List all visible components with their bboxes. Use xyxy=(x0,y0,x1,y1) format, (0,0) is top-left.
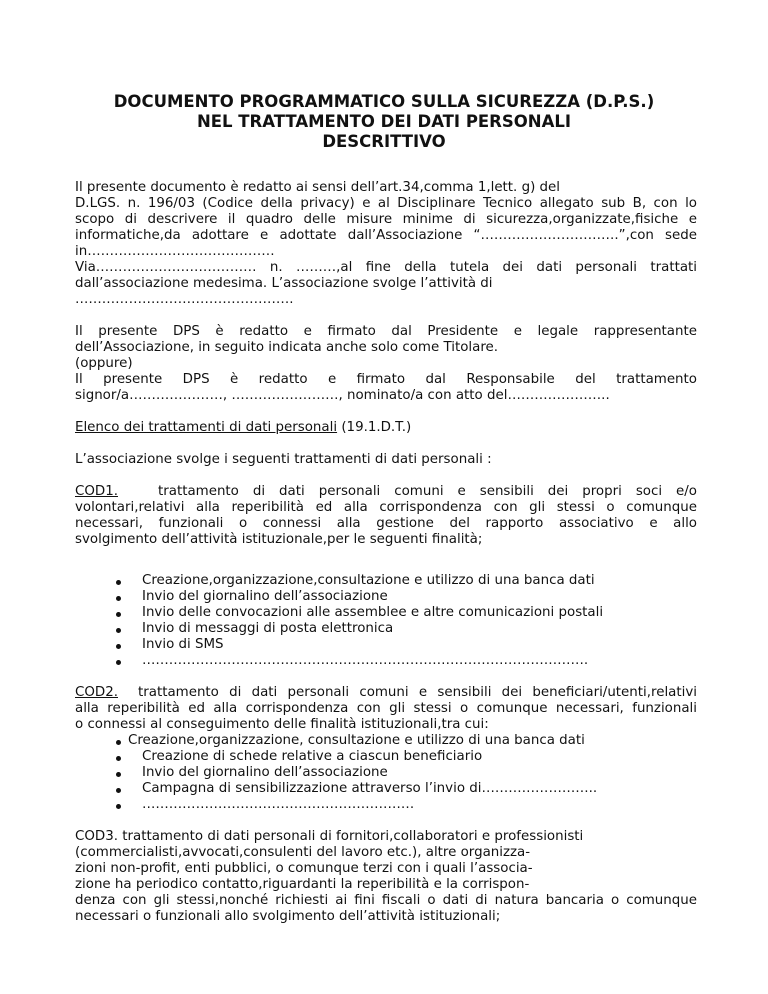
cod3-line: necessari o funzionali allo svolgimento dell’attività istituzionali; xyxy=(75,909,501,924)
bullet-dot xyxy=(116,660,121,665)
section-heading xyxy=(75,420,697,436)
cod2-bullet: Campagna di sensibilizzazione attraverso l’invio di…………………….. xyxy=(142,781,598,796)
cod1-line: volontari,relativi alla reperibilità ed alla corrispondenza con gli stessi o comunque xyxy=(75,500,697,515)
cod1-line: trattamento di dati personali comuni e sensibili dei propri soci e/o xyxy=(158,484,697,499)
document-title-line-3: DESCRITTIVO xyxy=(322,132,446,151)
bullet-dot xyxy=(116,612,121,617)
intro-line: scopo di descrivere il quadro delle misure minime di sicurezza,organizzate,fisiche e xyxy=(75,212,697,227)
cod3-line: zioni non-profit, enti pubblici, o comunque terzi con i quali l’associa- xyxy=(75,861,533,876)
cod2-line: trattamento di dati personali comuni e sensibili dei beneficiari/utenti,relativi xyxy=(138,685,697,700)
section-heading-ref: (19.1.D.T.) xyxy=(337,420,412,435)
cod2-bullet: Creazione di schede relative a ciascun beneficiario xyxy=(142,749,483,764)
bullet-dot xyxy=(116,772,121,777)
bullet-dot xyxy=(116,788,121,793)
cod1-bullet: Invio delle convocazioni alle assemblee e altre comunicazioni postali xyxy=(142,605,604,620)
cod2-code: COD2. xyxy=(75,685,118,700)
intro-line: D.LGS. n. 196/03 (Codice della privacy) e al Disciplinare Tecnico allegato sub B, con lo xyxy=(75,196,697,211)
document-title-line-1: DOCUMENTO PROGRAMMATICO SULLA SICUREZZA (D.P.S.) xyxy=(113,92,655,111)
list-intro: L’associazione svolge i seguenti trattamenti di dati personali : xyxy=(75,452,492,467)
intro-line: Il presente documento è redatto ai sensi dell’art.34,comma 1,lett. g) del xyxy=(75,180,561,195)
bullet-dot xyxy=(116,740,121,745)
cod3-line: denza con gli stessi,nonché richiesti ai fini fiscali o dati di natura bancaria o comunque xyxy=(75,893,697,908)
bullet-dot xyxy=(116,596,121,601)
bullet-dot xyxy=(116,628,121,633)
intro-line: dall’associazione medesima. L’associazione svolge l’attività di xyxy=(75,276,493,291)
cod2-bullet: Creazione,organizzazione, consultazione e utilizzo di una banca dati xyxy=(128,733,585,748)
signer-line: (oppure) xyxy=(75,356,133,371)
bullet-dot xyxy=(116,756,121,761)
cod2-line: alla reperibilità ed alla corrispondenza con gli stessi o comunque necessari, funzionali xyxy=(75,701,697,716)
cod2-bullet: Invio del giornalino dell’associazione xyxy=(142,765,388,780)
cod1-bullet: Invio del giornalino dell’associazione xyxy=(142,589,388,604)
document-title-line-2: NEL TRATTAMENTO DEI DATI PERSONALI xyxy=(196,112,572,131)
cod1-bullet: ………………………………………………………………………………………. xyxy=(142,653,589,668)
cod1-bullet: Creazione,organizzazione,consultazione e utilizzo di una banca dati xyxy=(142,573,595,588)
signer-line: dell’Associazione, in seguito indicata anche solo come Titolare. xyxy=(75,340,499,355)
cod3-line: COD3. trattamento di dati personali di fornitori,collaboratori e professionisti xyxy=(75,829,584,844)
cod2-bullet: ……………………………………………………. xyxy=(142,797,415,812)
cod1-bullet: Invio di SMS xyxy=(142,637,224,652)
bullet-dot xyxy=(116,804,121,809)
cod1-bullet: Invio di messaggi di posta elettronica xyxy=(142,621,394,636)
cod1-code: COD1. xyxy=(75,484,118,499)
cod1-line: necessari, funzionali o connessi alla gestione del rapporto associativo e allo xyxy=(75,516,697,531)
bullet-dot xyxy=(116,580,121,585)
cod3-line: (commercialisti,avvocati,consulenti del lavoro etc.), altre organizza- xyxy=(75,845,531,860)
cod1-line: svolgimento dell’attività istituzionale,per le seguenti finalità; xyxy=(75,532,483,547)
signer-line: Il presente DPS è redatto e firmato dal Responsabile del trattamento xyxy=(75,372,697,387)
signer-line: Il presente DPS è redatto e firmato dal Presidente e legale rappresentante xyxy=(75,324,697,339)
bullet-dot xyxy=(116,644,121,649)
cod3-line: zione ha periodico contatto,riguardanti la reperibilità e la corrispon- xyxy=(75,877,530,892)
signer-line: signor/a…………………, ……………………, nominato/a con atto del………………….. xyxy=(75,388,610,403)
section-heading-link[interactable]: Elenco dei trattamenti di dati personali xyxy=(75,420,338,435)
intro-line: informatiche,da adottare e adottate dall’Associazione “………………………….”,con sede xyxy=(75,228,697,243)
cod2-line: o connessi al conseguimento delle finalità istituzionali,tra cui: xyxy=(75,717,489,732)
intro-line: …………………………………………. xyxy=(75,292,294,307)
intro-line: Via……………………………… n. ………,al fine della tutela dei dati personali trattati xyxy=(75,260,697,275)
intro-line: in…………………………………… xyxy=(75,244,275,259)
